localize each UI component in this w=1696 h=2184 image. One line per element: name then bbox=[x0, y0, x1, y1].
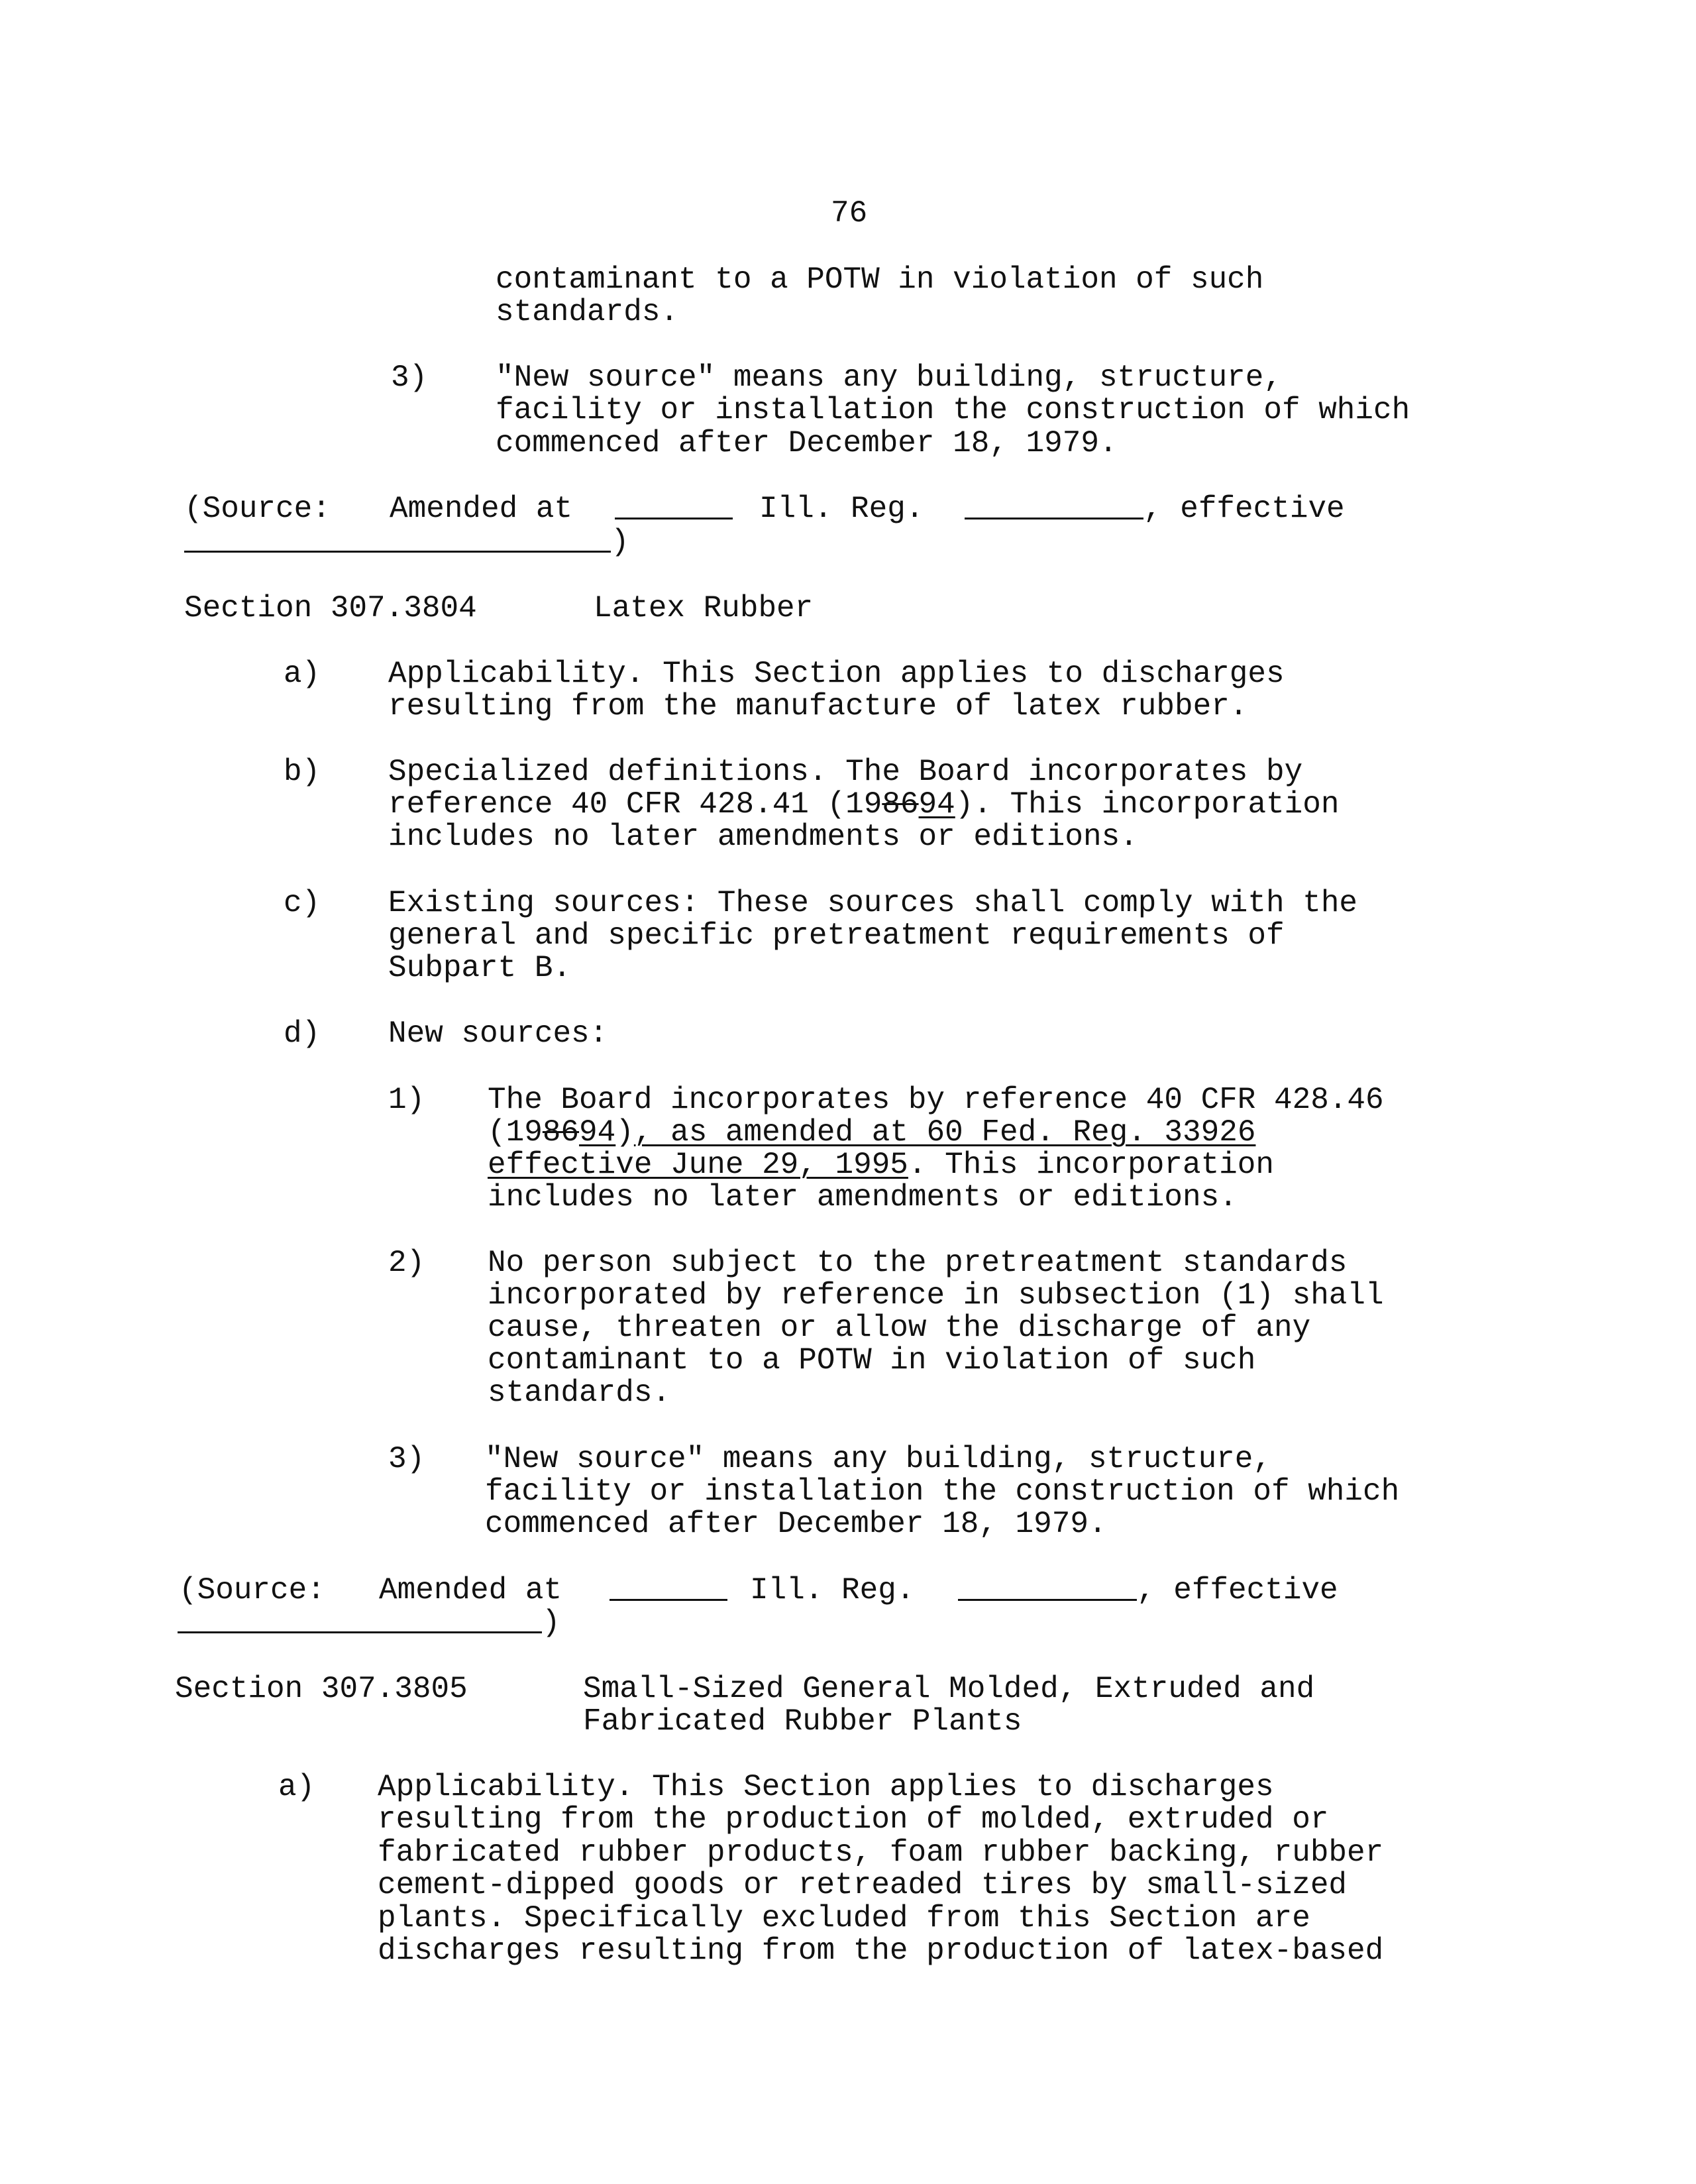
inserted-text: 94 bbox=[579, 1115, 616, 1150]
page-number: 76 bbox=[831, 196, 868, 231]
continuation-line: contaminant to a POTW in violation of such bbox=[496, 262, 1264, 297]
text: . This incorporation bbox=[908, 1148, 1274, 1182]
source-volume-blank bbox=[610, 1574, 727, 1610]
source-page-blank bbox=[958, 1574, 1137, 1610]
source-label: (Source: bbox=[179, 1573, 325, 1608]
item-text: commenced after December 18, 1979. bbox=[485, 1507, 1107, 1541]
section-number: Section 307.3805 bbox=[175, 1672, 468, 1706]
source-label: (Source: bbox=[184, 492, 331, 526]
item-text: cause, threaten or allow the discharge of any bbox=[488, 1311, 1311, 1345]
section-title: Fabricated Rubber Plants bbox=[583, 1704, 1022, 1739]
subsection-text: cement-dipped goods or retreaded tires by small-sized bbox=[378, 1868, 1348, 1902]
section-title: Latex Rubber bbox=[594, 591, 814, 626]
item-text: includes no later amendments or editions. bbox=[488, 1180, 1238, 1215]
struck-text: 86 bbox=[542, 1115, 580, 1150]
item-text: incorporated by reference in subsection (1) shall bbox=[488, 1278, 1384, 1313]
subsection-text: general and specific pretreatment requirements of bbox=[388, 918, 1285, 953]
struck-text: 86 bbox=[882, 787, 919, 822]
item-number: 1) bbox=[388, 1083, 425, 1117]
subsection-label: b) bbox=[284, 755, 321, 789]
item-text: contaminant to a POTW in violation of such bbox=[488, 1343, 1256, 1378]
subsection-text: fabricated rubber products, foam rubber backing, rubber bbox=[378, 1835, 1384, 1870]
source-date-blank bbox=[178, 1606, 542, 1642]
source-close: ) bbox=[611, 525, 629, 559]
subsection-label: c) bbox=[284, 886, 321, 920]
inserted-text: 94 bbox=[918, 787, 955, 822]
item-number: 2) bbox=[388, 1246, 425, 1280]
subsection-label: d) bbox=[284, 1016, 321, 1051]
item-text: The Board incorporates by reference 40 CFR 428.46 bbox=[488, 1083, 1384, 1117]
source-ill-reg: Ill. Reg. bbox=[759, 492, 924, 526]
subsection-label: a) bbox=[278, 1770, 315, 1804]
subsection-text: Applicability. This Section applies to discharges bbox=[378, 1770, 1274, 1804]
subsection-text: Subpart B. bbox=[388, 951, 572, 985]
text: reference 40 CFR 428.41 (19 bbox=[388, 787, 882, 822]
subsection-text: Specialized definitions. The Board incorporates by bbox=[388, 755, 1303, 789]
item-text: facility or installation the construction of which bbox=[496, 393, 1410, 427]
subsection-text-amended bbox=[388, 788, 1339, 821]
subsection-text: resulting from the manufacture of latex rubber. bbox=[388, 689, 1248, 724]
subsection-text: discharges resulting from the production of latex-based bbox=[378, 1934, 1384, 1968]
item-text: facility or installation the construction of which bbox=[485, 1474, 1400, 1509]
item-text: "New source" means any building, structure, bbox=[485, 1442, 1271, 1476]
source-date-blank bbox=[184, 525, 611, 561]
item-text: "New source" means any building, structure, bbox=[496, 360, 1282, 395]
item-text: standards. bbox=[488, 1376, 671, 1410]
subsection-text: New sources: bbox=[388, 1016, 608, 1051]
text: (19 bbox=[488, 1115, 543, 1150]
source-close: ) bbox=[542, 1606, 560, 1640]
source-amended: Amended at bbox=[379, 1573, 562, 1608]
source-page-blank bbox=[965, 492, 1143, 528]
subsection-text: plants. Specifically excluded from this Section are bbox=[378, 1901, 1310, 1936]
source-volume-blank bbox=[615, 492, 733, 528]
source-effective: , effective bbox=[1143, 492, 1345, 526]
item-text: commenced after December 18, 1979. bbox=[496, 426, 1118, 461]
item-text-amended bbox=[488, 1116, 1255, 1149]
item-number: 3) bbox=[391, 360, 428, 395]
source-ill-reg: Ill. Reg. bbox=[750, 1573, 915, 1608]
item-text: No person subject to the pretreatment standards bbox=[488, 1246, 1348, 1280]
section-number: Section 307.3804 bbox=[184, 591, 477, 626]
section-title: Small-Sized General Molded, Extruded and bbox=[583, 1672, 1315, 1706]
subsection-text: resulting from the production of molded, extruded or bbox=[378, 1802, 1329, 1837]
source-effective: , effective bbox=[1137, 1573, 1338, 1608]
item-text-amended bbox=[488, 1148, 1274, 1181]
item-number: 3) bbox=[388, 1442, 425, 1476]
subsection-label: a) bbox=[284, 657, 321, 691]
text: ) bbox=[615, 1115, 634, 1150]
continuation-line: standards. bbox=[496, 295, 679, 329]
text: ). This incorporation bbox=[955, 787, 1340, 822]
inserted-text: effective June 29, 1995 bbox=[488, 1148, 908, 1182]
subsection-text: Existing sources: These sources shall comply with the bbox=[388, 886, 1358, 920]
subsection-text: includes no later amendments or editions. bbox=[388, 820, 1138, 854]
source-amended: Amended at bbox=[390, 492, 573, 526]
subsection-text: Applicability. This Section applies to discharges bbox=[388, 657, 1285, 691]
inserted-text: , as amended at 60 Fed. Reg. 33926 bbox=[633, 1115, 1256, 1150]
